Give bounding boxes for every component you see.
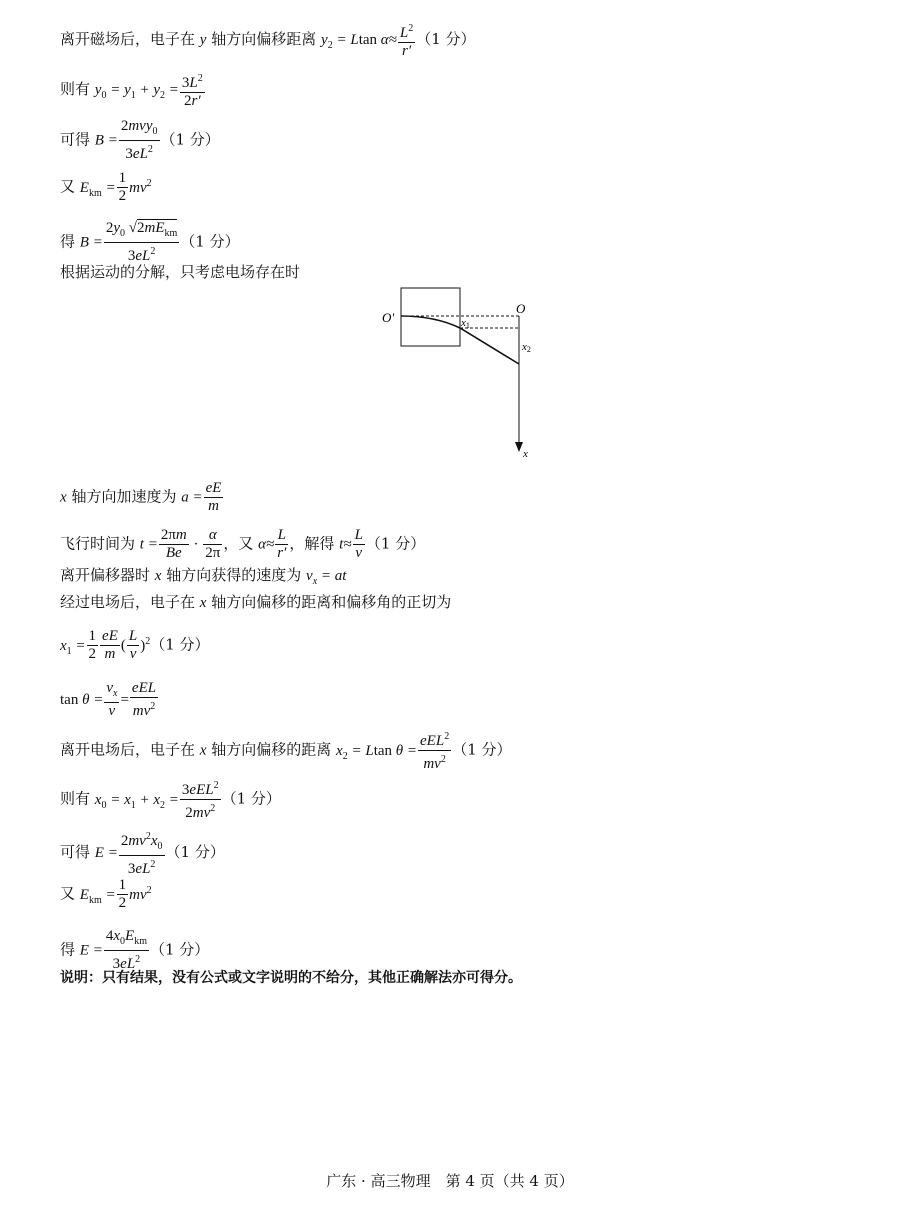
line-15: 可得 E = $\frac{2mv^2x_0}{3eL^2}$ （1 分） [60, 828, 225, 878]
frac-vx-v: $\frac{v_x}{v}$ [106, 680, 118, 719]
line-13-text: 离开电场后，电子在 [60, 740, 196, 759]
label-o-prime: O′ [382, 310, 395, 325]
frac-half-2: $\frac{1}{2}$ [88, 628, 97, 662]
line-9-text: 离开偏移器时 [60, 566, 151, 584]
line-7-text: 轴方向加速度为 [71, 487, 177, 506]
formula-y0: $y_0 = y_1 + y_2$ = [94, 82, 179, 101]
line-17-text: 得 [60, 940, 76, 959]
formula-B2: B = [79, 234, 103, 251]
frac-eEL2-mv2: $\frac{eEL^2}{mv^2}$ [418, 728, 451, 773]
line-16-text: 又 [60, 884, 76, 903]
frac-3L2-2r: $\frac{3L^2}{2r'}$ [180, 70, 205, 110]
line-7: x 轴方向加速度为 a = $\frac{eE}{m}$ [60, 480, 222, 514]
line-1 [60, 20, 476, 60]
x-axis-arrow [515, 442, 523, 452]
page-footer: 广东 · 高三物理 第 4 页（共 4 页） [326, 1172, 574, 1190]
line-15-text: 可得 [60, 843, 91, 861]
formula-y2: $y_2 = Ltan$ α≈ [321, 32, 397, 51]
frac-eE-m: $\frac{eE}{m}$ [205, 480, 222, 514]
frac-half-3: $\frac{1}{2}$ [118, 877, 127, 911]
var-y: y [199, 32, 207, 48]
label-o: O [516, 301, 526, 316]
frac-eEL-mv2: $\frac{\text{eEL}}{mv^2}$ [131, 680, 157, 719]
line-13: 离开电场后，电子在 x 轴方向偏移的距离 $x_2 = Ltan$ θ = $\frac{eEL^2}{mv^2}$ （1 分） [60, 728, 512, 773]
frac-L-v-2: $\frac{L}{v}$ [128, 628, 138, 662]
line-8-text: 飞行时间为 [60, 534, 136, 553]
label-x-axis: x [523, 448, 528, 460]
line-12: tan θ = $\frac{v_x}{v}$ = $\frac{\text{eEL}}{mv^2}$ [60, 680, 157, 719]
line-3 [60, 118, 220, 163]
line-5-text: 得 [60, 232, 76, 251]
line-1-text: 离开磁场后，电子在 [60, 30, 196, 48]
line-9-text2: 轴方向获得的速度为 [166, 566, 302, 584]
line-4-text: 又 [60, 177, 76, 196]
formula-Ekm: $E_{km}$ = [79, 179, 116, 199]
line-1-text2: 轴方向偏移距离 [211, 30, 317, 48]
line-6 [60, 262, 300, 282]
frac-B2: $\frac{2y_0 √2mE_{km}}{3eL^2}$ [105, 220, 178, 264]
frac-L-r: $\frac{L}{r'}$ [277, 527, 287, 561]
line-3-text: 可得 [60, 130, 91, 149]
line-10-text2: 轴方向偏移的距离和偏移角的正切为 [211, 593, 452, 611]
line-14: 则有 $x_0 = x_1 + x_2$ = $\frac{3eEL^2}{2mv^2}$ （1 分） [60, 777, 281, 822]
frac-eE-m-2: $\frac{eE}{m}$ [102, 628, 118, 662]
score: （1 分） [160, 130, 220, 149]
scoring-note: 说明：只有结果，没有公式或文字说明的不给分，其他正确解法亦可得分。 [60, 970, 522, 986]
line-16: 又 $E_{km}$ = $\frac{1}{2}$ $mv^2$ [60, 877, 152, 911]
score: （1 分） [416, 30, 476, 48]
line-5 [60, 220, 240, 265]
line-8: 飞行时间为 t = $\frac{2\pi m}{Be}$ · $\frac{\alpha}{2\pi}$ ，又 α≈ $\frac{L}{r'}$ ，解得 t≈ $\frac{L}{v}$ （1 分） [60, 527, 426, 561]
label-x1: x1 [461, 317, 470, 330]
frac-3eEL2-2mv2: $\frac{3eEL^2}{2mv^2}$ [180, 777, 221, 822]
line-2-text: 则有 [60, 80, 91, 98]
frac-2pim-Be: $\frac{2\pi m}{Be}$ [160, 527, 187, 561]
frac-E2: $\frac{4x_0E_{km}}{3eL^2}$ [105, 928, 147, 972]
frac-B: $\frac{2mvy_0}{3eL^2}$ [120, 118, 158, 162]
line-11: $x_1$ = $\frac{1}{2}$ $\frac{eE}{m}$ ( $\frac{L}{v}$ )$^2$（1 分） [60, 628, 210, 662]
line-9: 离开偏移器时 x 轴方向获得的速度为 $v_x$ = at [60, 566, 347, 587]
label-x2: x2 [522, 341, 531, 354]
frac-alpha-2pi: $\frac{\alpha}{2\pi}$ [205, 527, 221, 561]
line-13-text2: 轴方向偏移的距离 [211, 740, 332, 759]
line-4: 又 $E_{km}$ = $\frac{1}{2}$ $mv^2$ [60, 170, 152, 204]
line-2 [60, 70, 206, 110]
frac-E: $\frac{2mv^2x_0}{3eL^2}$ [119, 828, 165, 878]
line-17: 得 E = $\frac{4x_0E_{km}}{3eL^2}$ （1 分） [60, 928, 210, 972]
frac-L-v: $\frac{L}{v}$ [354, 527, 363, 561]
frac-half: $\frac{1}{2}$ [118, 170, 127, 204]
line-10-text: 经过电场后，电子在 [60, 593, 196, 611]
deflection-diagram [370, 280, 560, 465]
line-14-text: 则有 [60, 789, 91, 808]
line-10: 经过电场后，电子在 x 轴方向偏移的距离和偏移角的正切为 [60, 593, 452, 611]
frac-L2-r: $\frac{L^2}{r'}$ [398, 20, 415, 60]
score: （1 分） [180, 232, 240, 251]
formula-B: B = [94, 132, 118, 149]
line-6-text: 根据运动的分解，只考虑电场存在时 [60, 263, 301, 281]
